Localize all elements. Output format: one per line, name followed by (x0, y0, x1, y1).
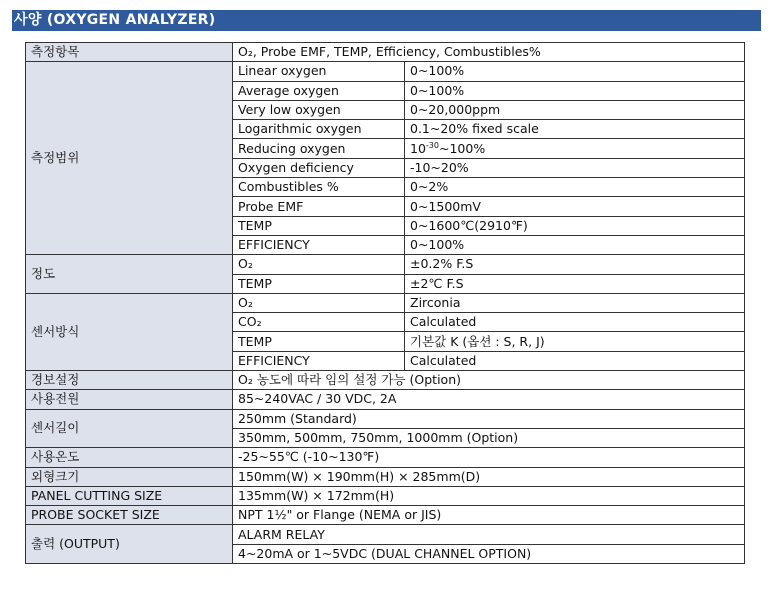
sensor_length-label: 센서길이 (26, 409, 233, 448)
range-item-value: 0~2% (405, 178, 745, 197)
accuracy-item-value: ±0.2% F.S (405, 255, 745, 274)
sensor_method-item-name: EFFICIENCY (233, 351, 405, 370)
range-item-value: 0~20,000ppm (405, 100, 745, 119)
section-title: 사양 (OXYGEN ANALYZER) (12, 10, 761, 31)
value-exponent: -30 (425, 140, 439, 150)
range-item-name: Average oxygen (233, 81, 405, 100)
row-dimensions (26, 467, 745, 486)
range-item-value: 0~1500mV (405, 197, 745, 216)
row-output-0 (26, 525, 745, 544)
panel_cutting-value: 135mm(W) × 172mm(H) (233, 486, 745, 505)
range-item-name: Logarithmic oxygen (233, 120, 405, 139)
spec-table (25, 42, 745, 564)
row-sensor_method-0 (26, 293, 745, 312)
range-item-value: 0~100% (405, 235, 745, 254)
power-value: 85~240VAC / 30 VDC, 2A (233, 390, 745, 409)
dimensions-value: 150mm(W) × 190mm(H) × 285mm(D) (233, 467, 745, 486)
value-base: 10 (410, 140, 426, 156)
row-power (26, 390, 745, 409)
measure_items-label: 측정항목 (26, 43, 233, 62)
dimensions-label: 외형크기 (26, 467, 233, 486)
alarm-value: O₂ 농도에 따라 임의 설정 가능 (Option) (233, 371, 745, 390)
sensor_method-item-name: TEMP (233, 332, 405, 351)
range-item-name: Probe EMF (233, 197, 405, 216)
output-value: 4~20mA or 1~5VDC (DUAL CHANNEL OPTION) (233, 544, 745, 563)
output-label: 출력 (OUTPUT) (26, 525, 233, 564)
range-item-value: 0.1~20% fixed scale (405, 120, 745, 139)
probe_socket-label: PROBE SOCKET SIZE (26, 506, 233, 525)
range-item-name: Very low oxygen (233, 100, 405, 119)
sensor_method-item-value: Calculated (405, 351, 745, 370)
sensor_method-item-value: 기본값 K (옵션 : S, R, J) (405, 332, 745, 351)
temp-label: 사용온도 (26, 448, 233, 467)
accuracy-item-name: TEMP (233, 274, 405, 293)
range-item-value: 0~1600℃(2910℉) (405, 216, 745, 235)
range-item-name: Reducing oxygen (233, 139, 405, 158)
row-range-0 (26, 62, 745, 81)
measure_items-value: O₂, Probe EMF, TEMP, Efficiency, Combustibles% (233, 43, 745, 62)
range-item-value (405, 139, 745, 158)
sensor_method-item-value: Zirconia (405, 293, 745, 312)
row-accuracy-0 (26, 255, 745, 274)
value-rest: ~100% (438, 140, 486, 156)
power-label: 사용전원 (26, 390, 233, 409)
sensor_length-value: 350mm, 500mm, 750mm, 1000mm (Option) (233, 428, 745, 447)
row-temp (26, 448, 745, 467)
range-item-name: Linear oxygen (233, 62, 405, 81)
accuracy-item-name: O₂ (233, 255, 405, 274)
row-sensor_length-0 (26, 409, 745, 428)
row-measure_items (26, 43, 745, 62)
sensor_method-item-name: O₂ (233, 293, 405, 312)
temp-value: -25~55℃ (-10~130℉) (233, 448, 745, 467)
output-value: ALARM RELAY (233, 525, 745, 544)
row-probe_socket (26, 506, 745, 525)
range-item-value: -10~20% (405, 158, 745, 177)
alarm-label: 경보설정 (26, 371, 233, 390)
panel_cutting-label: PANEL CUTTING SIZE (26, 486, 233, 505)
range-item-value: 0~100% (405, 81, 745, 100)
range-label: 측정범위 (26, 62, 233, 255)
sensor_method-item-value: Calculated (405, 313, 745, 332)
range-item-name: Oxygen deficiency (233, 158, 405, 177)
accuracy-label: 정도 (26, 255, 233, 294)
probe_socket-value: NPT 1½" or Flange (NEMA or JIS) (233, 506, 745, 525)
range-item-value: 0~100% (405, 62, 745, 81)
row-alarm (26, 371, 745, 390)
range-item-name: TEMP (233, 216, 405, 235)
range-item-name: EFFICIENCY (233, 235, 405, 254)
row-panel_cutting (26, 486, 745, 505)
range-item-name: Combustibles % (233, 178, 405, 197)
accuracy-item-value: ±2℃ F.S (405, 274, 745, 293)
sensor_method-label: 센서방식 (26, 293, 233, 370)
sensor_method-item-name: CO₂ (233, 313, 405, 332)
sensor_length-value: 250mm (Standard) (233, 409, 745, 428)
